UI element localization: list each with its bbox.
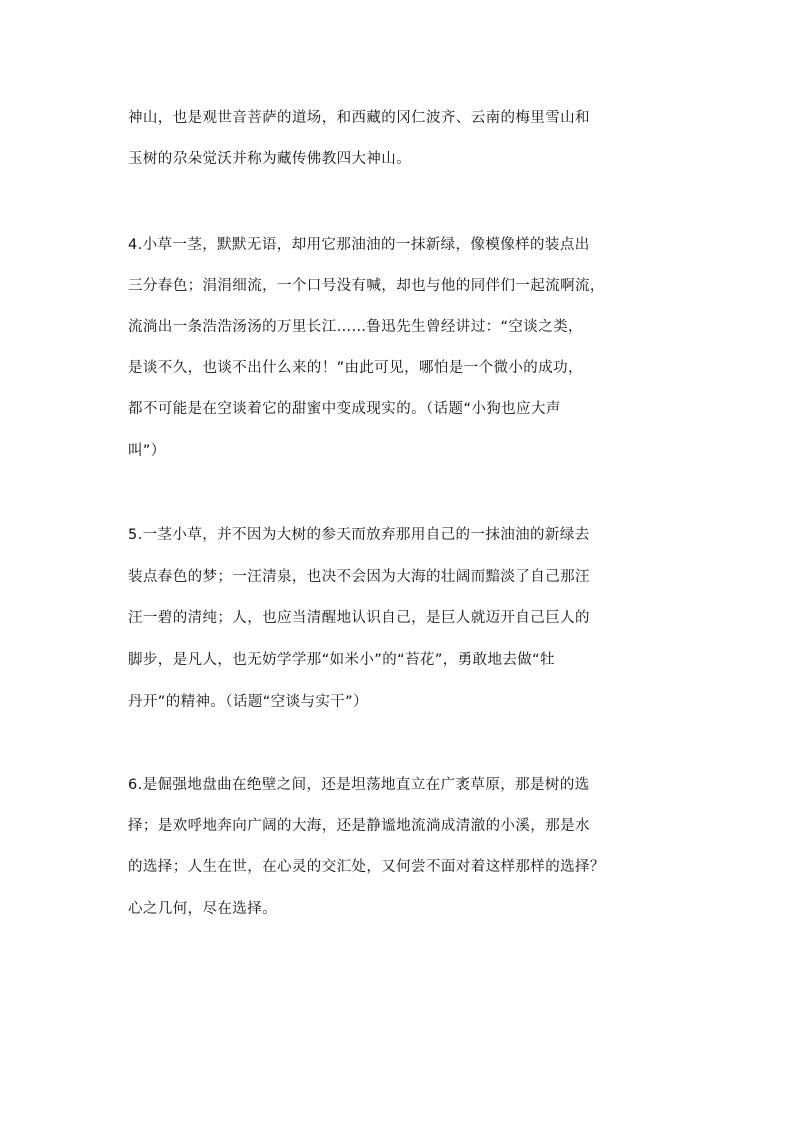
paragraph-5-line-3: 汪一碧的清纯；人，也应当清醒地认识自己，是巨人就迈开自己巨人的 bbox=[128, 610, 590, 626]
paragraph-1-line-1: 神山，也是观世音菩萨的道场，和西藏的冈仁波齐、云南的梅里雪山和 bbox=[128, 110, 590, 126]
paragraph-5-line-1: 5.一茎小草，并不因为大树的参天而放弃那用自己的一抹油油的新绿去 bbox=[128, 527, 590, 543]
paragraph-5-line-4: 脚步，是凡人，也无妨学学那“如米小”的“苔花”，勇敢地去做“牡 bbox=[128, 652, 555, 668]
paragraph-4-line-4: 是谈不久，也谈不出什么来的！”由此可见，哪怕是一个微小的成功， bbox=[128, 360, 583, 376]
paragraph-4-line-5: 都不可能是在空谈着它的甜蜜中变成现实的。（话题“小狗也应大声 bbox=[128, 401, 561, 417]
paragraph-6-line-1: 6.是倔强地盘曲在绝壁之间，还是坦荡地直立在广袤草原，那是树的选 bbox=[128, 777, 590, 793]
paragraph-6-line-4: 心之几何，尽在选择。 bbox=[128, 901, 277, 917]
paragraph-4-line-1: 4.小草一茎，默默无语，却用它那油油的一抹新绿，像模像样的装点出 bbox=[128, 237, 590, 253]
paragraph-5-line-2: 装点春色的梦；一汪清泉，也决不会因为大海的壮阔而黯淡了自己那汪 bbox=[128, 569, 590, 585]
paragraph-4-line-3: 流淌出一条浩浩汤汤的万里长江……鲁迅先生曾经讲过：“空谈之类， bbox=[128, 319, 583, 335]
paragraph-1-line-2: 玉树的尕朵觉沃并称为藏传佛教四大神山。 bbox=[128, 151, 412, 167]
paragraph-6-line-2: 择；是欢呼地奔向广阔的大海，还是静谧地流淌成清澈的小溪，那是水 bbox=[128, 818, 590, 834]
paragraph-4-line-6: 叫”） bbox=[128, 443, 166, 459]
paragraph-5-line-5: 丹开”的精神。（话题“空谈与实干”） bbox=[128, 694, 368, 710]
paragraph-6-line-3: 的选择；人生在世，在心灵的交汇处，又何尝不面对着这样那样的选择？ bbox=[128, 859, 605, 875]
paragraph-4-line-2: 三分春色；涓涓细流，一个口号没有喊，却也与他的同伴们一起流啊流， bbox=[128, 278, 605, 294]
